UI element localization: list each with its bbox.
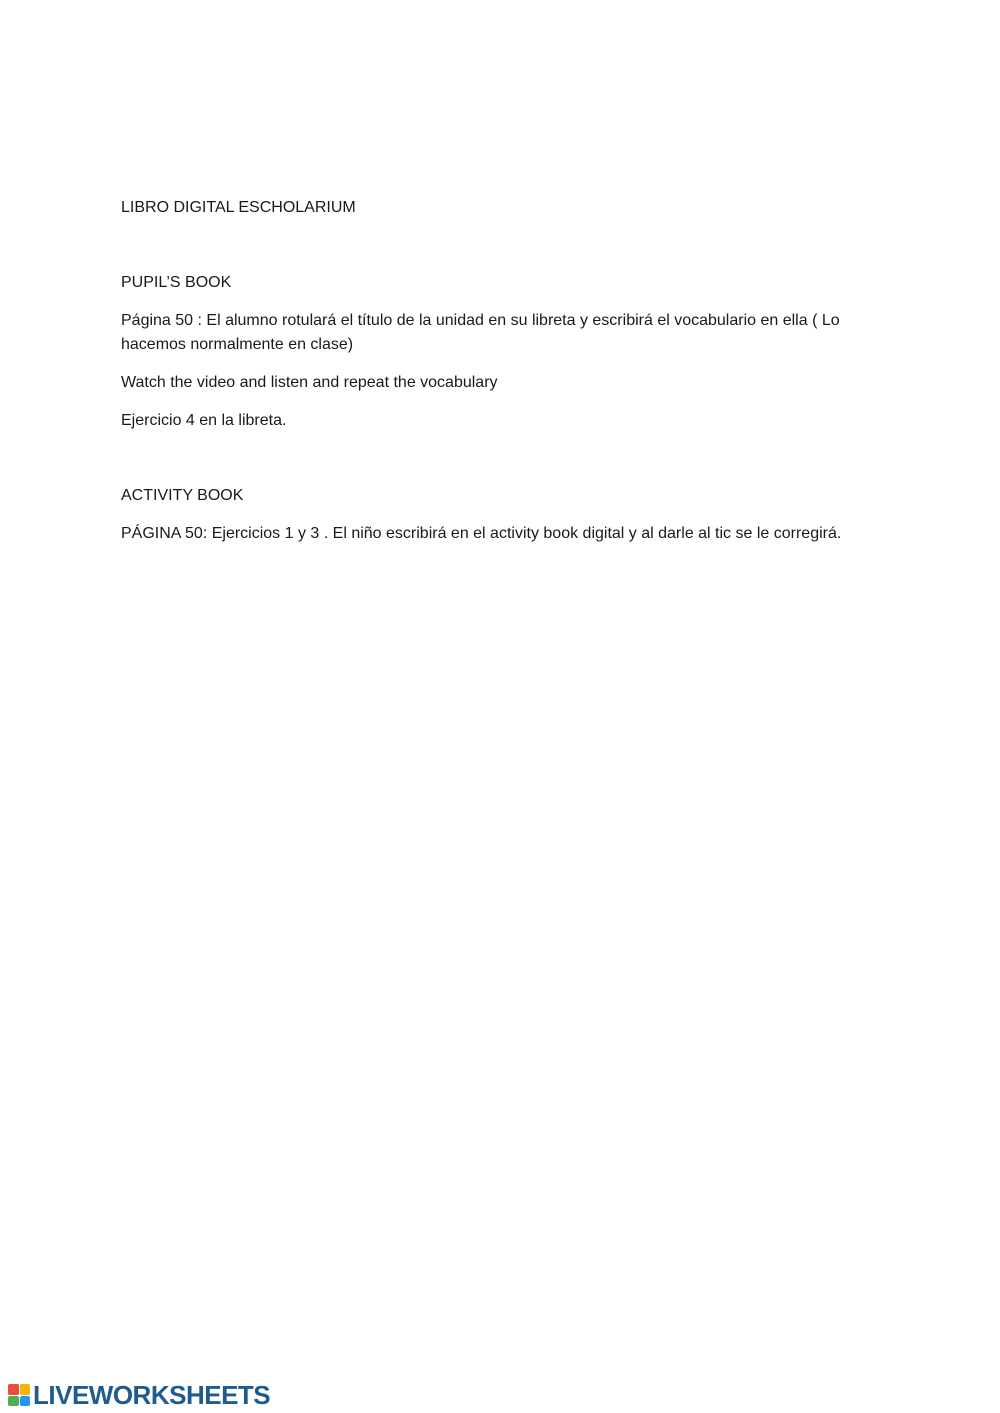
paragraph: Página 50 : El alumno rotulará el título de la unidad en su libreta y escribirá el vocabulario en ella ( Lo hacemos normalmente en clase) <box>121 312 840 353</box>
paragraph: Watch the video and listen and repeat the vocabulary <box>121 374 498 391</box>
document-title: LIBRO DIGITAL ESCHOLARIUM <box>121 199 356 216</box>
logo-text: LIVEWORKSHEETS <box>33 1380 271 1410</box>
paragraph: PÁGINA 50: Ejercicios 1 y 3 . El niño escribirá en el activity book digital y al darle al tic se le corregirá. <box>121 525 842 542</box>
logo-square-red <box>8 1384 19 1395</box>
logo-square-yellow <box>20 1384 31 1395</box>
logo-square-green <box>8 1396 19 1407</box>
section-heading-pupils-book: PUPIL’S BOOK <box>121 274 232 291</box>
liveworksheets-logo-icon <box>8 1384 30 1406</box>
paragraph: Ejercicio 4 en la libreta. <box>121 412 287 429</box>
document-body <box>121 196 901 560</box>
section-heading-activity-book: ACTIVITY BOOK <box>121 487 244 504</box>
liveworksheets-logo <box>8 1380 270 1410</box>
logo-square-blue <box>20 1396 31 1407</box>
